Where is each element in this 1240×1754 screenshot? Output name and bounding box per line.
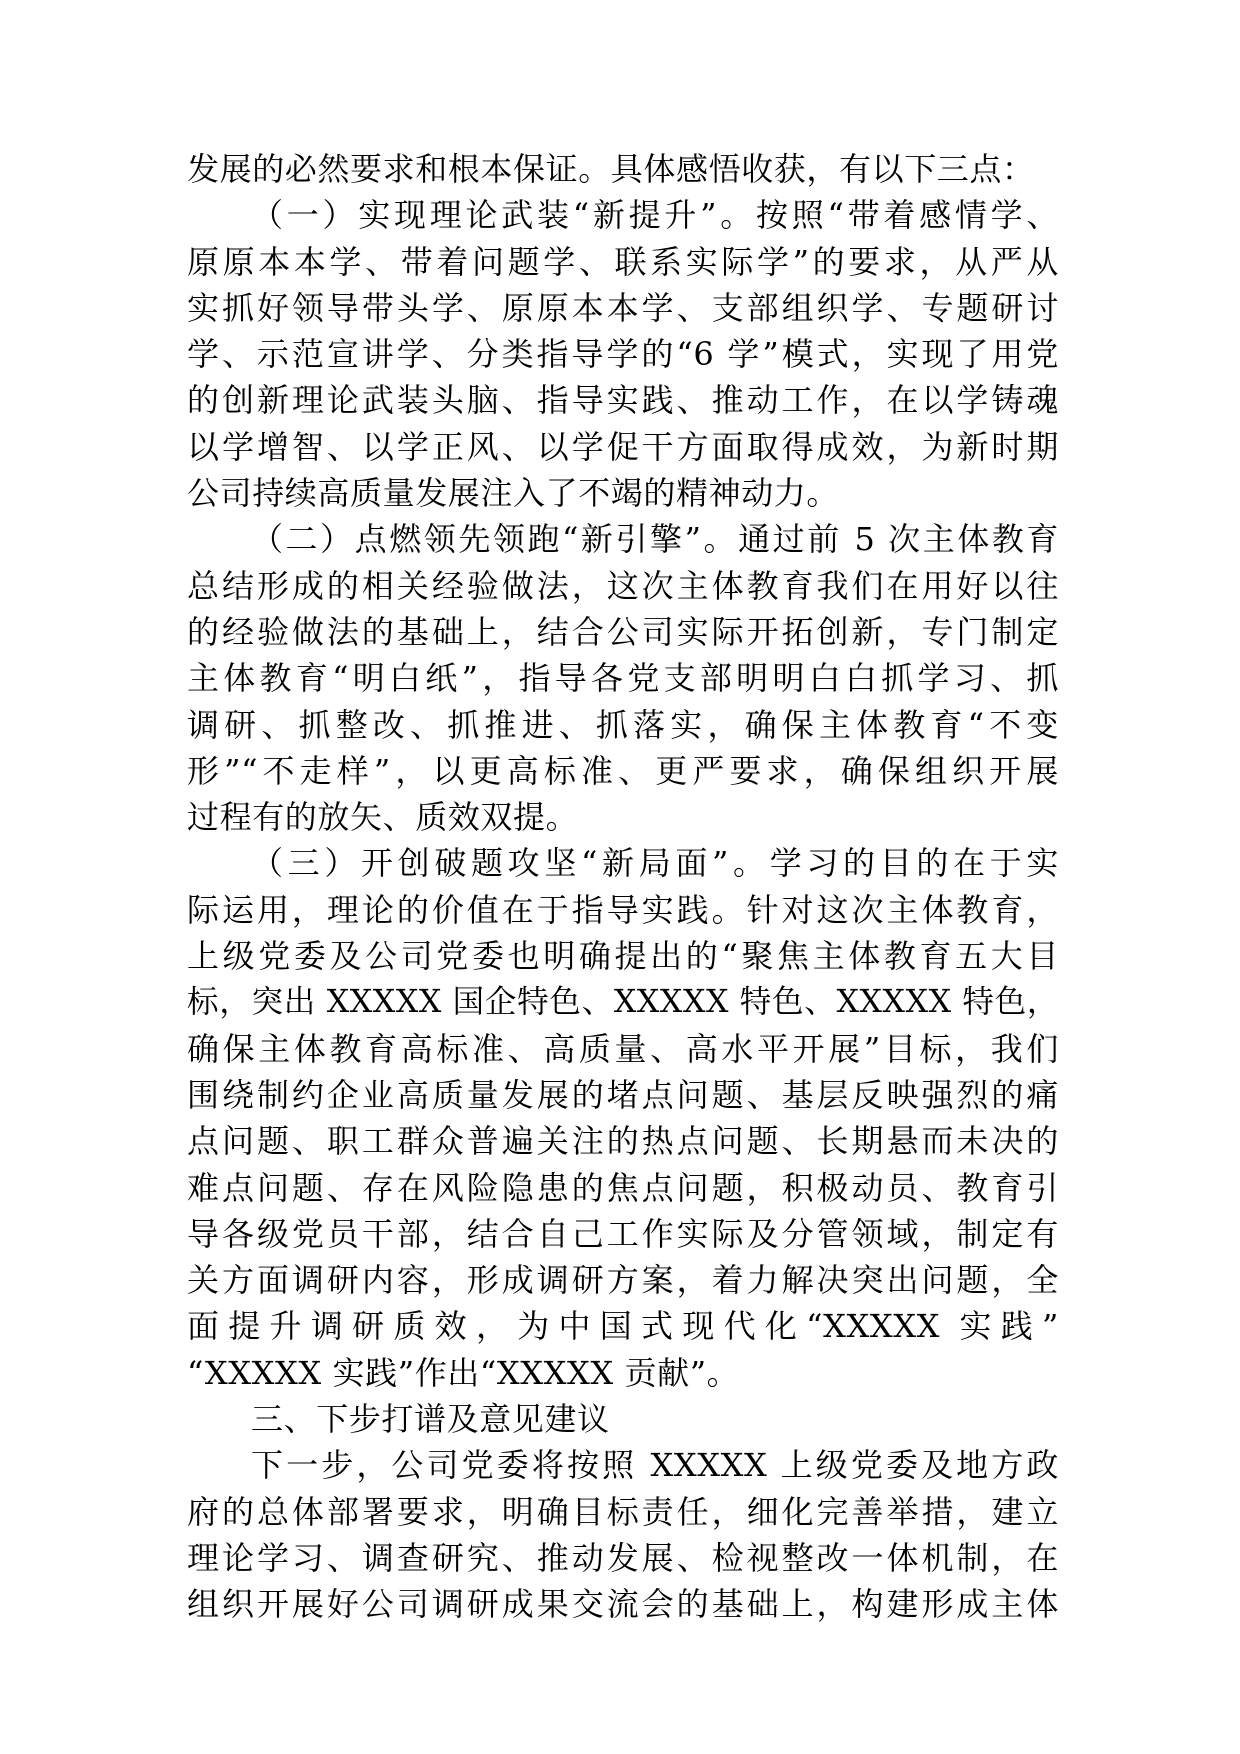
text-line: 原原本本学、带着问题学、联系实际学”的要求，从严从: [187, 242, 1059, 281]
text-line: 实抓好领导带头学、原原本本学、支部组织学、专题研讨: [187, 288, 1059, 327]
text-line: 上级党委及公司党委也明确提出的“聚焦主体教育五大目: [187, 937, 1059, 976]
text-line: 点问题、职工群众普遍关注的热点问题、长期悬而未决的: [187, 1122, 1059, 1161]
text-line: 围绕制约企业高质量发展的堵点问题、基层反映强烈的痛: [187, 1075, 1059, 1114]
text-line: 关方面调研内容，形成调研方案，着力解决突出问题，全: [187, 1261, 1059, 1300]
text-line: 标，突出 XXXXX 国企特色、XXXXX 特色、XXXXX 特色，: [187, 984, 1059, 1021]
text-line: 理论学习、调查研究、推动发展、检视整改一体机制，在: [187, 1538, 1059, 1577]
chapter-heading: 三、下步打谱及意见建议: [251, 1400, 610, 1439]
text-line: 的经验做法的基础上，结合公司实际开拓创新，专门制定: [187, 612, 1059, 651]
text-line: 府的总体部署要求，明确目标责任，细化完善举措，建立: [187, 1492, 1059, 1531]
text-line: 确保主体教育高标准、高质量、高水平开展”目标，我们: [187, 1029, 1059, 1068]
text-line: 下一步，公司党委将按照 XXXXX 上级党委及地方政: [251, 1446, 1059, 1485]
text-line: 总结形成的相关经验做法，这次主体教育我们在用好以往: [187, 566, 1059, 605]
text-line: 的创新理论武装头脑、指导实践、推动工作，在以学铸魂: [187, 381, 1059, 420]
text-line: 形”“不走样”，以更高标准、更严要求，确保组织开展: [187, 751, 1059, 790]
section-2-heading-line: （二）点燃领先领跑“新引擎”。通过前 5 次主体教育: [251, 520, 1059, 559]
text-line: 调研、抓整改、抓推进、抓落实，确保主体教育“不变: [187, 705, 1059, 744]
text-line: 发展的必然要求和根本保证。具体感悟收获，有以下三点：: [187, 150, 1035, 188]
text-line: 公司持续高质量发展注入了不竭的精神动力。: [187, 474, 840, 513]
text-line: 组织开展好公司调研成果交流会的基础上，构建形成主体: [187, 1585, 1059, 1624]
text-line: 际运用，理论的价值在于指导实践。针对这次主体教育，: [187, 890, 1059, 929]
text-line: 主体教育“明白纸”，指导各党支部明明白白抓学习、抓: [187, 659, 1059, 698]
section-1-heading-line: （一）实现理论武装“新提升”。按照“带着感情学、: [251, 196, 1059, 235]
text-line: 学、示范宣讲学、分类指导学的“6 学”模式，实现了用党: [187, 335, 1059, 374]
text-line: 导各级党员干部，结合自己工作实际及分管领域，制定有: [187, 1214, 1059, 1253]
document-body: [187, 146, 1059, 1628]
text-line: 难点问题、存在风险隐患的焦点问题，积极动员、教育引: [187, 1168, 1059, 1207]
text-line: 以学增智、以学正风、以学促干方面取得成效，为新时期: [187, 427, 1059, 466]
text-line: “XXXXX 实践”作出“XXXXX 贡献”。: [187, 1353, 740, 1392]
text-line: 面提升调研质效，为中国式现代化“XXXXX 实践”: [187, 1307, 1059, 1346]
text-line: 过程有的放矢、质效双提。: [187, 798, 579, 837]
section-3-heading-line: （三）开创破题攻坚“新局面”。学习的目的在于实: [251, 844, 1059, 883]
